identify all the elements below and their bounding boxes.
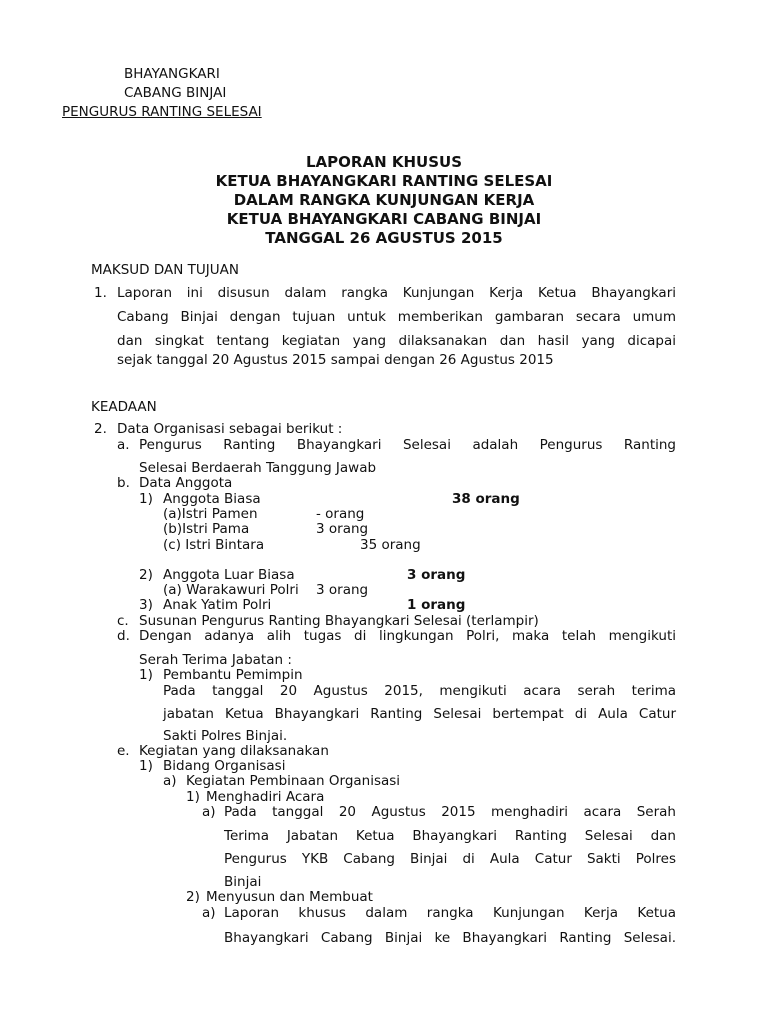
list-text: Pembantu Pemimpin bbox=[163, 667, 303, 683]
list-label: 2) bbox=[186, 889, 200, 905]
section-heading-maksud: MAKSUD DAN TUJUAN bbox=[91, 262, 239, 278]
list-label: a) bbox=[202, 905, 216, 921]
list-text: Kegiatan Pembinaan Organisasi bbox=[186, 773, 401, 789]
list-label: 1) bbox=[139, 758, 153, 774]
list-text: (c) Istri Bintara bbox=[163, 537, 265, 553]
paragraph-line: Pengurus YKB Cabang Binjai di Aula Catur Sakti Polres bbox=[224, 851, 676, 867]
list-text: (a) Warakawuri Polri bbox=[163, 582, 299, 598]
paragraph-line: Sakti Polres Binjai. bbox=[163, 728, 288, 744]
list-label: 1) bbox=[139, 667, 153, 683]
count-value: 3 orang bbox=[316, 582, 369, 598]
list-text: Susunan Pengurus Ranting Bhayangkari Selesai (terlampir) bbox=[139, 613, 539, 629]
paragraph-line: Bhayangkari Cabang Binjai ke Bhayangkari Ranting Selesai. bbox=[224, 930, 676, 946]
list-text: Menyusun dan Membuat bbox=[206, 889, 373, 905]
paragraph-line: Dengan adanya alih tugas di lingkungan Polri, maka telah mengikuti bbox=[139, 628, 676, 644]
list-label: a) bbox=[163, 773, 177, 789]
list-label: a) bbox=[202, 804, 216, 820]
paragraph-line: Pada tanggal 20 Agustus 2015 menghadiri acara Serah bbox=[224, 804, 676, 820]
list-text: (a)Istri Pamen bbox=[163, 506, 258, 522]
title-line-4: KETUA BHAYANGKARI CABANG BINJAI bbox=[226, 210, 542, 228]
list-text: Anggota Biasa bbox=[163, 491, 261, 507]
keadaan-intro: Data Organisasi sebagai berikut : bbox=[117, 421, 343, 437]
list-label: a. bbox=[117, 437, 130, 453]
count-value: 35 orang bbox=[360, 537, 421, 553]
title-line-3: DALAM RANGKA KUNJUNGAN KERJA bbox=[233, 191, 535, 209]
paragraph-line: Selesai Berdaerah Tanggung Jawab bbox=[139, 460, 377, 476]
header-line-2: CABANG BINJAI bbox=[124, 85, 227, 101]
header-line-1: BHAYANGKARI bbox=[124, 66, 220, 82]
count-value: 1 orang bbox=[407, 597, 466, 613]
count-value: 3 orang bbox=[407, 567, 466, 583]
list-text: Data Anggota bbox=[139, 475, 233, 491]
list-label: 2) bbox=[139, 567, 153, 583]
paragraph-line: Pada tanggal 20 Agustus 2015, mengikuti acara serah terima bbox=[163, 683, 676, 699]
list-text: Kegiatan yang dilaksanakan bbox=[139, 743, 329, 759]
list-text: Bidang Organisasi bbox=[163, 758, 286, 774]
list-text: Menghadiri Acara bbox=[206, 789, 325, 805]
list-label: 1) bbox=[139, 491, 153, 507]
paragraph-line: Terima Jabatan Ketua Bhayangkari Ranting Selesai dan bbox=[224, 828, 676, 844]
list-text: Anak Yatim Polri bbox=[163, 597, 272, 613]
list-label: d. bbox=[117, 628, 130, 644]
paragraph-line: sejak tanggal 20 Agustus 2015 sampai dengan 26 Agustus 2015 bbox=[117, 352, 554, 368]
count-value: - orang bbox=[316, 506, 365, 522]
paragraph-line: Serah Terima Jabatan : bbox=[139, 652, 292, 668]
count-value: 3 orang bbox=[316, 521, 369, 537]
paragraph-line: jabatan Ketua Bhayangkari Ranting Selesai bertempat di Aula Catur bbox=[163, 706, 676, 722]
list-label: c. bbox=[117, 613, 129, 629]
paragraph-line: Pengurus Ranting Bhayangkari Selesai adalah Pengurus Ranting bbox=[139, 437, 676, 453]
list-label: e. bbox=[117, 743, 130, 759]
title-line-1: LAPORAN KHUSUS bbox=[306, 153, 462, 171]
paragraph-line: dan singkat tentang kegiatan yang dilaksanakan dan hasil yang dicapai bbox=[117, 333, 676, 349]
title-line-2: KETUA BHAYANGKARI RANTING SELESAI bbox=[215, 172, 553, 190]
title-line-5: TANGGAL 26 AGUSTUS 2015 bbox=[265, 229, 503, 247]
list-label: b. bbox=[117, 475, 130, 491]
paragraph-line: Cabang Binjai dengan tujuan untuk memberikan gambaran secara umum bbox=[117, 309, 676, 325]
list-text: (b)Istri Pama bbox=[163, 521, 250, 537]
item-number: 1. bbox=[94, 285, 107, 301]
list-label: 3) bbox=[139, 597, 153, 613]
list-text: Anggota Luar Biasa bbox=[163, 567, 295, 583]
section-heading-keadaan: KEADAAN bbox=[91, 399, 157, 415]
paragraph-line: Laporan khusus dalam rangka Kunjungan Kerja Ketua bbox=[224, 905, 676, 921]
list-label: 1) bbox=[186, 789, 200, 805]
header-line-3: PENGURUS RANTING SELESAI bbox=[62, 104, 262, 120]
item-number: 2. bbox=[94, 421, 107, 437]
count-value: 38 orang bbox=[452, 491, 520, 507]
paragraph-line: Binjai bbox=[224, 874, 262, 890]
paragraph-line: Laporan ini disusun dalam rangka Kunjungan Kerja Ketua Bhayangkari bbox=[117, 285, 676, 301]
